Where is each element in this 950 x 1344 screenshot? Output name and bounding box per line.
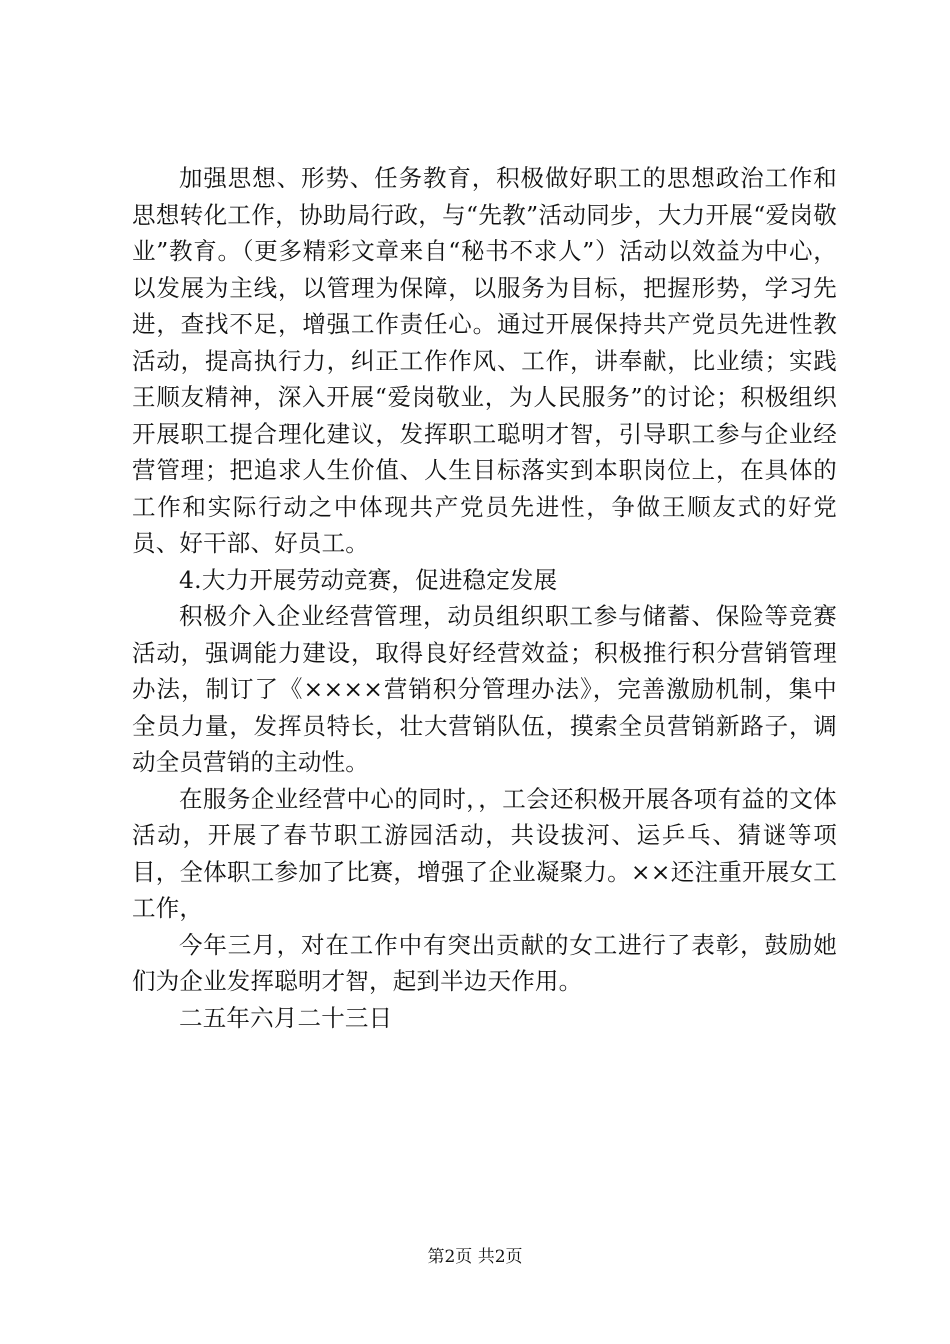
document-date: 二五年六月二十三日	[179, 1003, 393, 1032]
document-body	[132, 160, 837, 1036]
paragraph-ideological-education: 加强思想、形势、任务教育，积极做好职工的思想政治工作和思想转化工作，协助局行政，与“先教”活动同步，大力开展“爱岗敬业”教育。（更多精彩文章来自“秘书不求人”）活动以效益为中心，以发展为主线，以管理为保障，以服务为目标，把握形势，学习先进，查找不足，增强工作责任心。通过开展保持共产党员先进性教活动，提高执行力，纠正工作作风、工作，讲奉献，比业绩；实践王顺友精神，深入开展“爱岗敬业，为人民服务”的讨论；积极组织开展职工提合理化建议，发挥职工聪明才智，引导职工参与企业经营管理；把追求人生价值、人生目标落实到本职岗位上，在具体的工作和实际行动之中体现共产党员先进性，争做王顺友式的好党员、好干部、好员工。	[132, 164, 837, 557]
paragraph-cultural-activities: 在服务企业经营中心的同时，，工会还积极开展各项有益的文体活动，开展了春节职工游园活动，共设拔河、运乒乓、猜谜等项目，全体职工参加了比赛，增强了企业凝聚力。××还注重开展女工工作，	[132, 784, 837, 922]
paragraph-female-workers: 今年三月，对在工作中有突出贡献的女工进行了表彰，鼓励她们为企业发挥聪明才智，起到半边天作用。	[132, 930, 837, 995]
page-footer: 第2页 共2页	[427, 1247, 523, 1267]
paragraph-business-management: 积极介入企业经营管理，动员组织职工参与储蓄、保险等竞赛活动，强调能力建设，取得良好经营效益；积极推行积分营销管理办法，制订了《××××营销积分管理办法》，完善激励机制，集中全员力量，发挥员特长，壮大营销队伍，摸索全员营销新路子，调动全员营销的主动性。	[132, 602, 837, 776]
section-heading-labor-competition: 4.大力开展劳动竞赛，促进稳定发展	[179, 565, 558, 594]
